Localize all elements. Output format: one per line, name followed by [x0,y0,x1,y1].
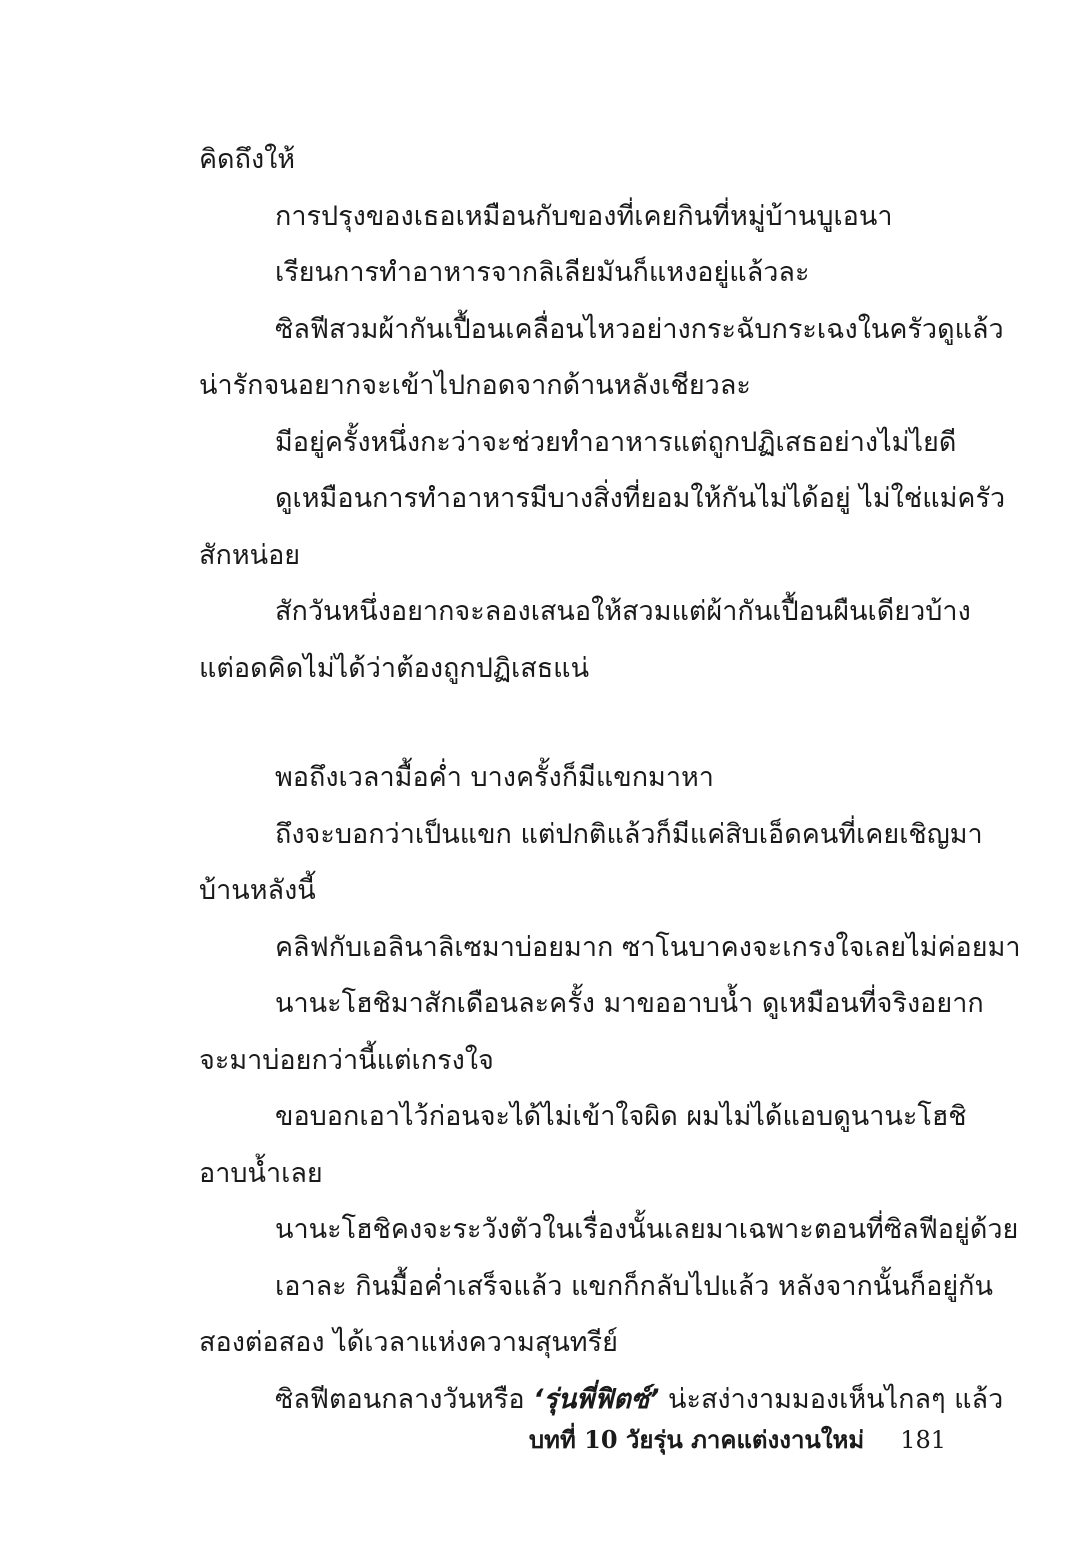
paragraph-line: สองต่อสอง ได้เวลาแห่งความสุนทรีย์ [199,1327,618,1358]
page-footer [529,1420,946,1459]
paragraph-line: อาบน้ำเลย [199,1157,323,1189]
paragraph-line: มีอยู่ครั้งหนึ่งกะว่าจะช่วยทำอาหารแต่ถูกปฏิเสธอย่างไม่ไยดี [275,426,957,458]
paragraph-line: คิดถึงให้ [199,144,296,175]
text-run: ซิลฟีตอนกลางวันหรือ [275,1383,534,1415]
body-text [199,132,1021,1428]
text-run: น่ะสง่างามมองเห็นไกลๆ แล้ว [659,1383,1004,1415]
paragraph-line: แต่อดคิดไม่ได้ว่าต้องถูกปฏิเสธแน่ [199,652,590,684]
chapter-title: บทที่ 10 วัยรุ่น ภาคแต่งงานใหม่ [528,1425,865,1454]
paragraph-line: ดูเหมือนการทำอาหารมีบางสิ่งที่ยอมให้กันไม่ได้อยู่ ไม่ใช่แม่ครัว [275,483,1006,514]
paragraph-line: ซิลฟีสวมผ้ากันเปื้อนเคลื่อนไหวอย่างกระฉับกระเฉงในครัวดูแล้ว [275,313,1004,345]
paragraph-line: นานะโฮชิคงจะระวังตัวในเรื่องนั้นเลยมาเฉพาะตอนที่ซิลฟีอยู่ด้วย [275,1214,1019,1245]
paragraph-line: คลิฟกับเอลินาลิเซมาบ่อยมาก ซาโนบาคงจะเกรงใจเลยไม่ค่อยมา [275,931,1021,963]
section-break [199,697,946,750]
paragraph-line: เอาละ กินมื้อค่ำเสร็จแล้ว แขกก็กลับไปแล้ว หลังจากนั้นก็อยู่กัน [275,1270,993,1302]
paragraph-line: บ้านหลังนี้ [199,875,316,906]
paragraph-line: การปรุงของเธอเหมือนกับของที่เคยกินที่หมู่บ้านบูเอนา [275,200,893,232]
paragraph-line: ขอบอกเอาไว้ก่อนจะได้ไม่เข้าใจผิด ผมไม่ได้แอบดูนานะโฮชิ [275,1101,967,1132]
paragraph-line: พอถึงเวลามื้อค่ำ บางครั้งก็มีแขกมาหา [275,762,714,793]
paragraph-line: เรียนการทำอาหารจากลิเลียมันก็แหงอยู่แล้วละ [275,257,810,288]
paragraph-line: สักวันหนึ่งอยากจะลองเสนอให้สวมแต่ผ้ากันเปื้อนผืนเดียวบ้าง [275,596,971,627]
paragraph-line: สักหน่อย [199,539,301,571]
paragraph-line: ถึงจะบอกว่าเป็นแขก แต่ปกติแล้วก็มีแค่สิบเอ็ดคนที่เคยเชิญมา [275,818,983,850]
paragraph-line: น่ารักจนอยากจะเข้าไปกอดจากด้านหลังเชียวละ [199,370,751,401]
paragraph-line: นานะโฮชิมาสักเดือนละครั้ง มาขออาบน้ำ ดูเหมือนที่จริงอยาก [275,988,984,1019]
page-number: 181 [900,1426,946,1454]
emphasized-name: ‘รุ่นพี่ฟิตซ์’ [533,1383,660,1415]
paragraph-line: จะมาบ่อยกว่านี้แต่เกรงใจ [199,1044,494,1076]
